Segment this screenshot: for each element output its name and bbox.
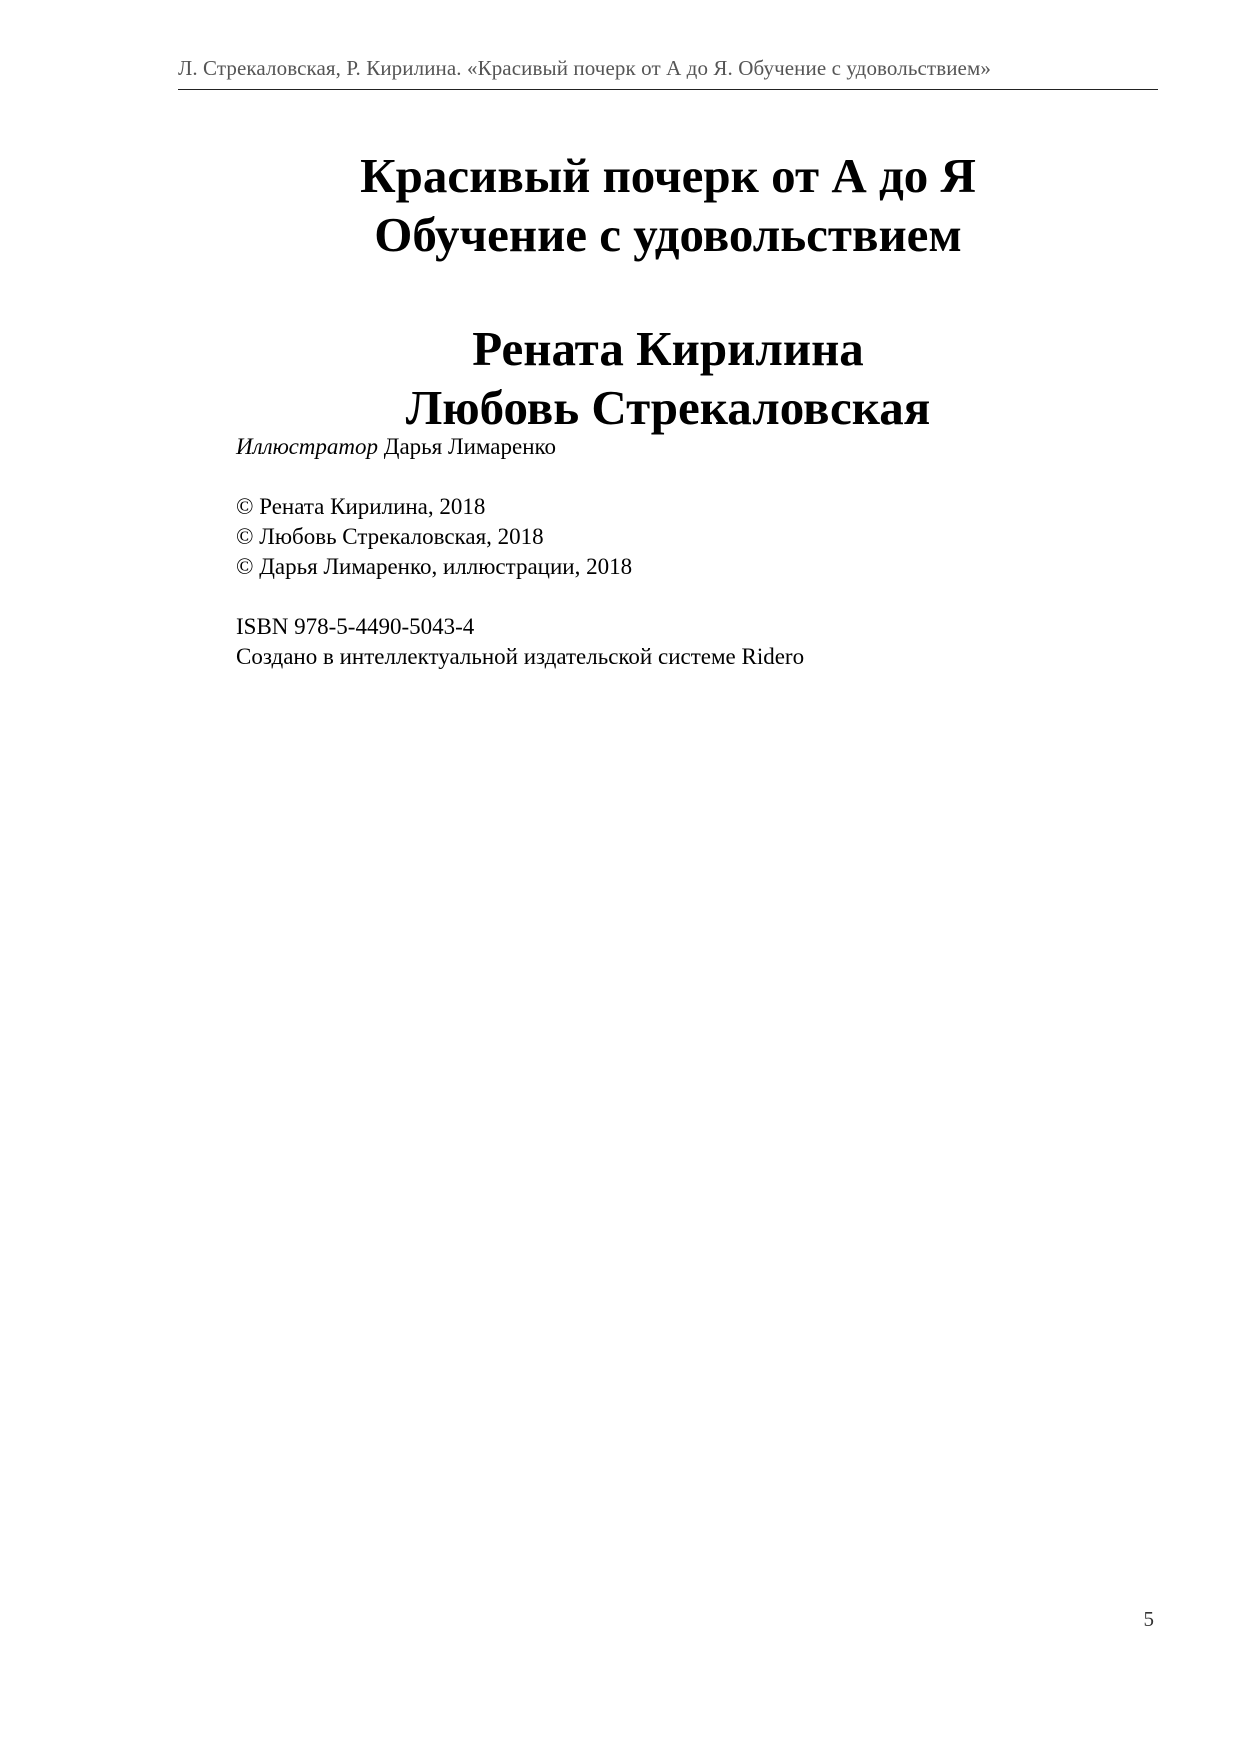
spacer: [236, 462, 1136, 492]
author-2: Любовь Стрекаловская: [405, 380, 931, 435]
imprint-block: [236, 432, 1136, 672]
title-line-1: Красивый почерк от А до Я: [360, 148, 976, 203]
authors: [178, 319, 1158, 437]
illustrator-name: Дарья Лимаренко: [383, 434, 557, 459]
header-divider: [178, 89, 1158, 90]
illustrator-line: [236, 432, 1136, 462]
copyright-2: © Любовь Стрекаловская, 2018: [236, 524, 544, 549]
title-line-2: Обучение с удовольствием: [374, 207, 962, 262]
author-1: Рената Кирилина: [472, 321, 864, 376]
running-header: Л. Стрекаловская, Р. Кирилина. «Красивый почерк от А до Я. Обучение с удовольствием»: [178, 56, 991, 80]
spacer: [236, 582, 1136, 612]
isbn: ISBN 978-5-4490-5043-4: [236, 614, 475, 639]
page-number: 5: [1143, 1607, 1154, 1631]
copyright-3: © Дарья Лимаренко, иллюстрации, 2018: [236, 554, 633, 579]
copyright-1: © Рената Кирилина, 2018: [236, 494, 486, 519]
publisher-note: Создано в интеллектуальной издательской системе Ridero: [236, 644, 805, 669]
illustrator-role: Иллюстратор: [236, 434, 379, 459]
book-title: [178, 146, 1158, 264]
